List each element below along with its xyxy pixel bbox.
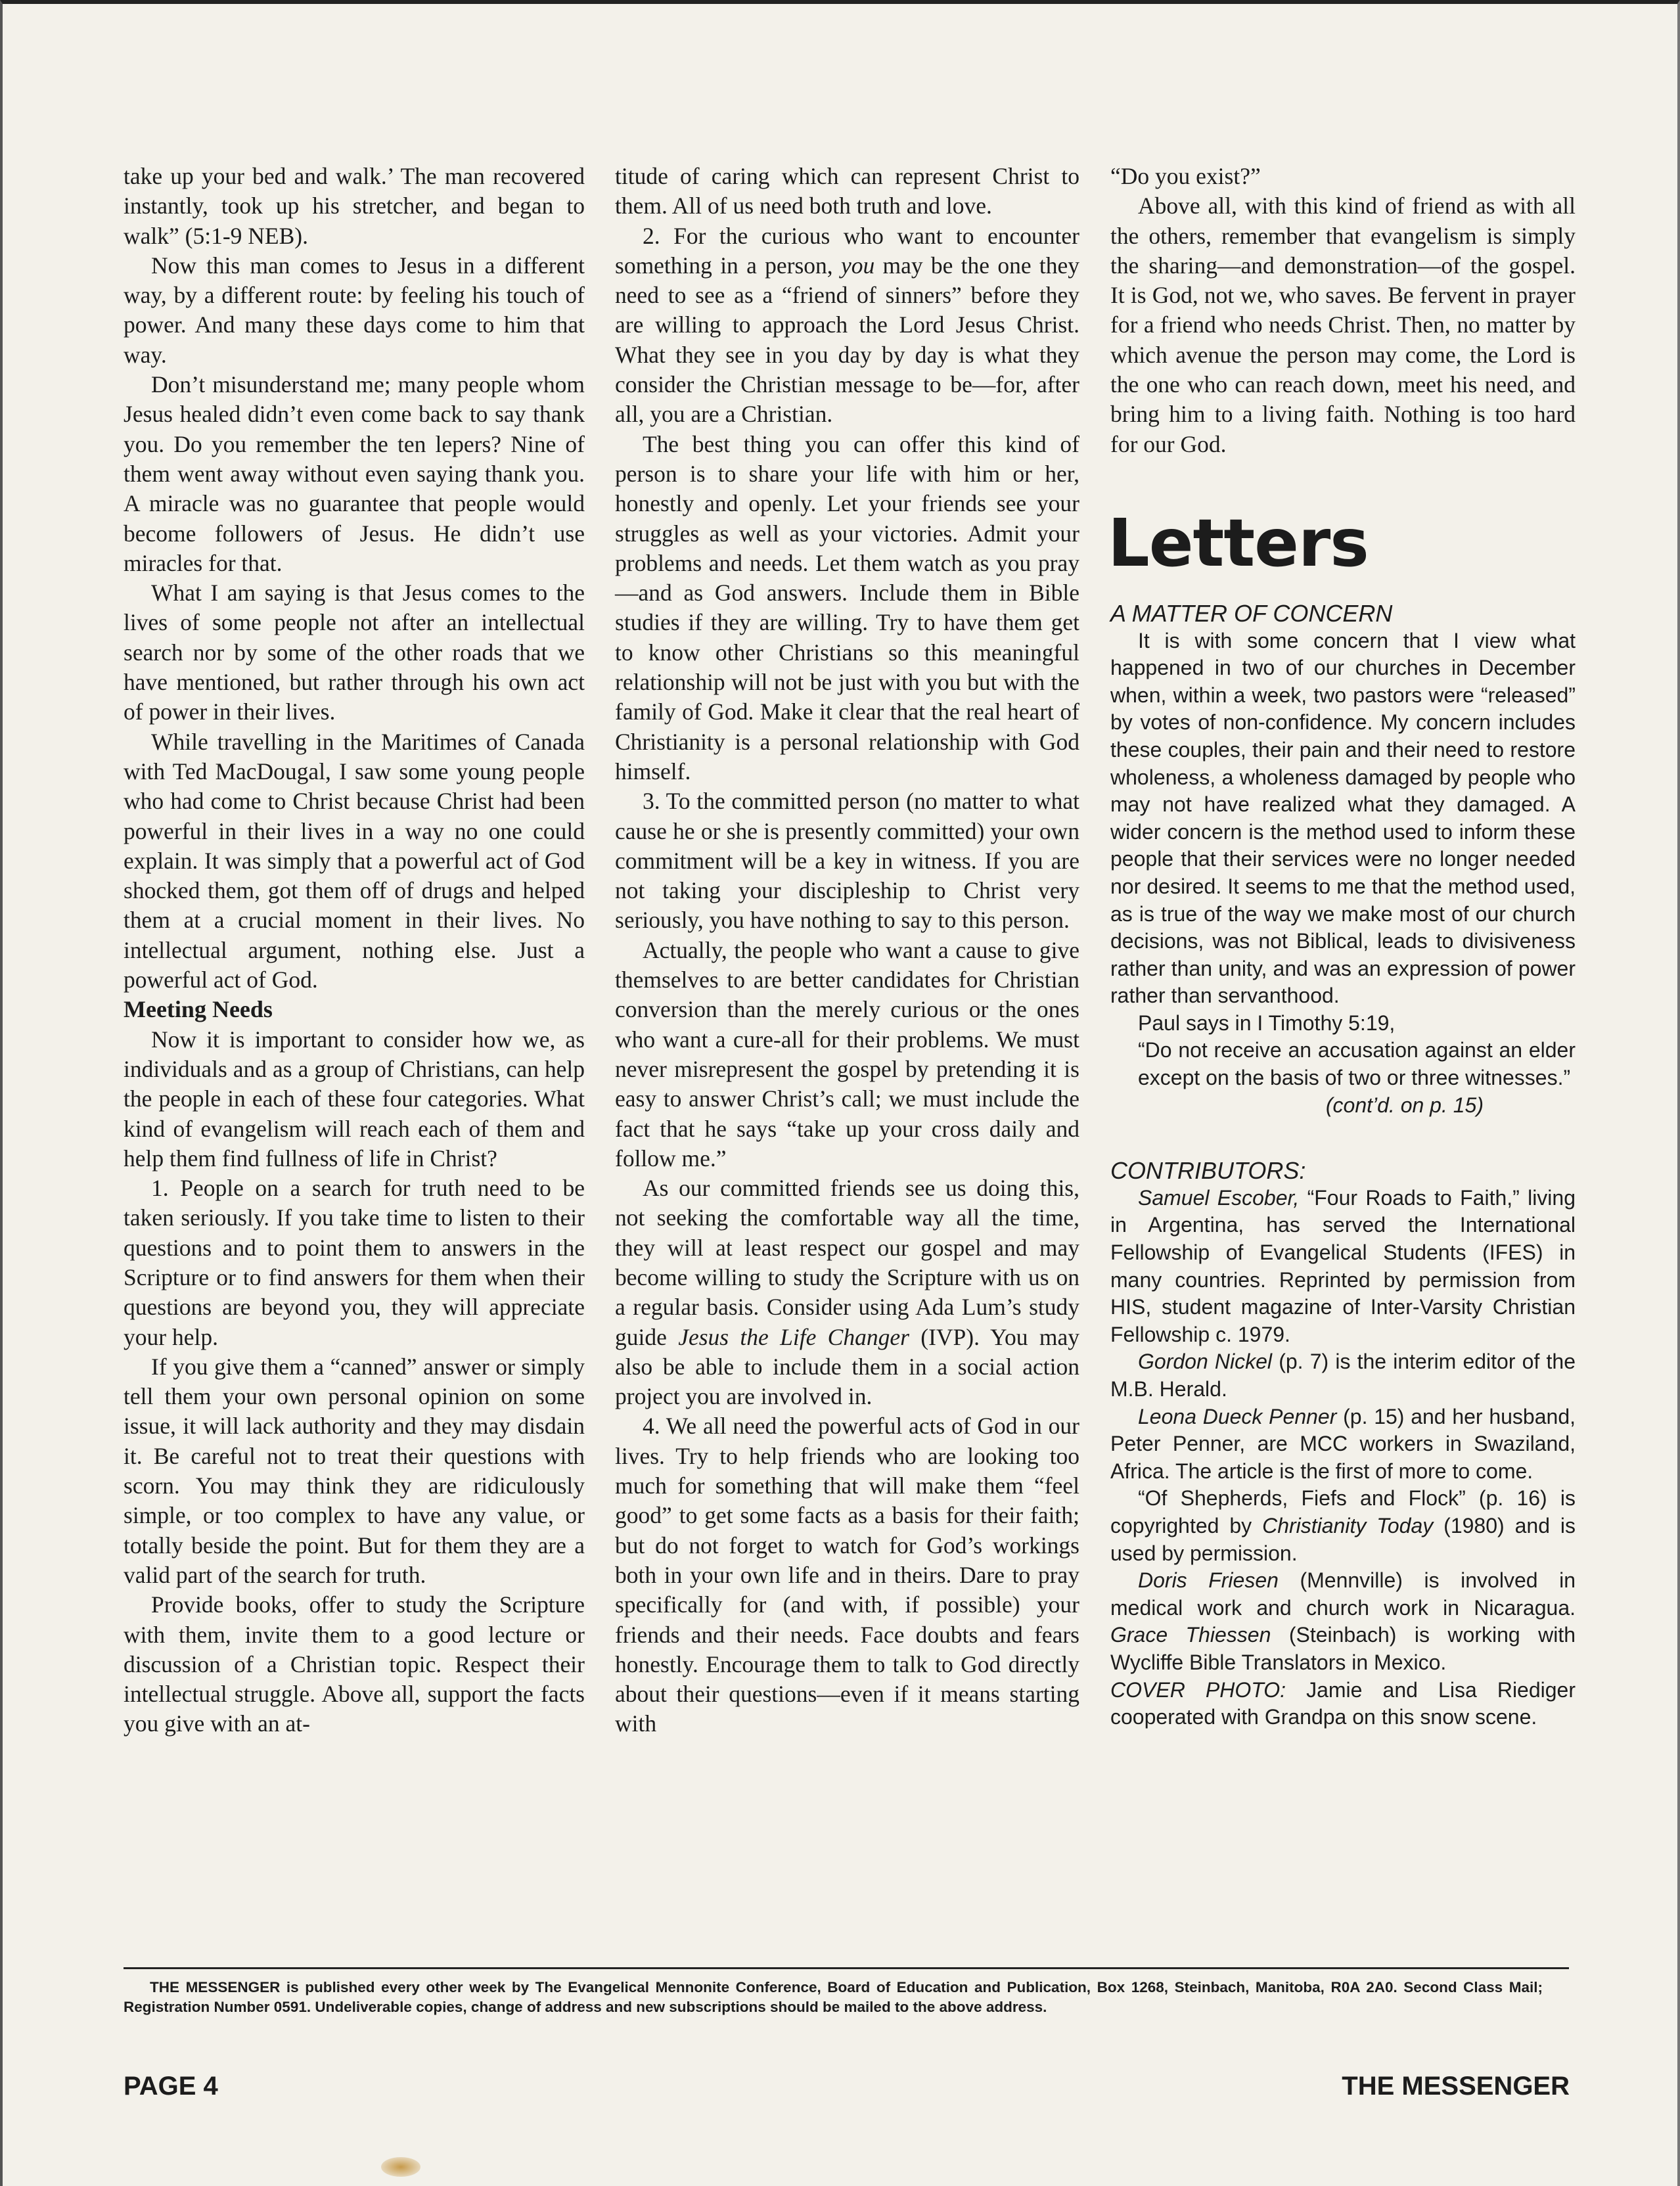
paragraph [615, 1173, 1079, 1411]
paragraph: The best thing you can offer this kind of person is to share your life with him or her, honestly and openly. Let your friends see your struggles as well as your victories. Admit your problems and needs. Let them watch as you pray—and as God answers. Include them in Bible studies if they are willing. Try to have them get to know other Christians so this meaningful relationship will not be just with you but with the family of God. Make it clear that the real heart of Christianity is a personal relationship with God himself. [615, 430, 1079, 785]
notice-text: THE MESSENGER is published every other week by The Evangelical Mennonite Conference, Board of Education and Publication, Box 1268, Steinbach, Manitoba, R0A 2A0. Second Class Mail; Registration Number 0591. Undeliverable copies, change of address and new subscriptions should be mailed to the above address. [124, 1979, 1543, 2015]
contributor-entry [1110, 1567, 1576, 1676]
publication-notice [124, 1978, 1543, 2017]
contributor-entry [1110, 1185, 1576, 1349]
paragraph: titude of caring which can represent Christ to them. All of us need both truth and love. [615, 163, 1079, 219]
contributor-name: Samuel Escober, [1138, 1185, 1300, 1210]
emphasis: you [840, 252, 875, 279]
section-heading: Meeting Needs [124, 996, 273, 1023]
book-title: Jesus the Life Changer [678, 1323, 909, 1350]
text-run: (Mennville) is involved in medical work and church work in Nicaragua. [1110, 1568, 1576, 1620]
continued-note: (cont’d. on p. 15) [1325, 1093, 1484, 1117]
text-run: Jamie and Lisa Riediger cooperated with Grandpa on this snow scene. [1110, 1677, 1576, 1729]
paragraph: Don’t misunderstand me; many people whom Jesus healed didn’t even come back to say thank you. Do you remember the ten lepers? Nine of them went away without even saying thank you. A miracle was no guarantee that people would become followers of Jesus. He didn’t use miracles for that. [124, 371, 585, 576]
paragraph: While travelling in the Maritimes of Canada with Ted MacDougal, I saw some young people who had come to Christ because Christ had been powerful in their lives in a way no one could explain. It was simply that a powerful act of God shocked them, got them off of drugs and helped them at a crucial moment in their lives. No intellectual argument, nothing else. Just a powerful act of God. [124, 728, 585, 993]
text-run: “Of Shepherds, Fiefs and Flock” (p. 16) is copyrighted by [1110, 1486, 1576, 1537]
column-1 [124, 162, 585, 1739]
paragraph: “Do you exist?” [1110, 163, 1261, 189]
letter-section [1110, 600, 1576, 1119]
paragraph: 4. We all need the powerful acts of God in our lives. Try to help friends who are looking too much for something that will make them “feel good” to get some facts as a basis for their faith; but do not forget to watch for God’s workings both in your own life and in theirs. Dare to pray specifically for (and with, if possible) your friends and their needs. Face doubts and fears honestly. Encourage them to talk to God directly about their questions—even if it means starting with [615, 1413, 1079, 1737]
letter-quote: “Do not receive an accusation against an elder except on the basis of two or three witnesses.” [1138, 1038, 1576, 1090]
paragraph: Above all, with this kind of friend as with all the others, remember that evangelism is simply the sharing—and demonstration—of the gospel. It is God, not we, who saves. Be fervent in prayer for a friend who needs Christ. Then, no matter by which avenue the person may come, the Lord is the one who can reach down, meet his need, and bring him to a living faith. Nothing is too hard for our God. [1110, 193, 1576, 457]
text-run: (p. 7) is the interim editor of the M.B. Herald. [1110, 1350, 1576, 1401]
cover-photo-credit [1110, 1677, 1576, 1731]
letter-paragraph: It is with some concern that I view what happened in two of our churches in December when, within a week, two pastors were “released” by votes of non-confidence. My concern includes these couples, their pain and their need to restore wholeness, a wholeness damaged by people who may not have realized what they damaged. A wider concern is the method used to inform these people that their services were no longer needed nor desired. It seems to me that the method used, as is true of the way we make most of our church decisions, was not Biblical, leads to divisiveness rather than unity, and was an expression of power rather than servanthood. [1110, 628, 1576, 1008]
paragraph [615, 221, 1079, 430]
text-run: (Steinbach) is working with Wycliffe Bible Translators in Mexico. [1110, 1623, 1576, 1674]
text-run: (p. 15) and her husband, Peter Penner, are MCC workers in Swaziland, Africa. The article is the first of more to come. [1110, 1404, 1576, 1483]
page-number: PAGE 4 [124, 2072, 218, 2101]
publication-name: Christianity Today [1262, 1513, 1434, 1537]
text-run: (IVP). You may also be able to include them in a social action project you are involved in. [615, 1323, 1079, 1410]
letter-paragraph: Paul says in I Timothy 5:19, [1138, 1011, 1396, 1035]
paragraph: If you give them a “canned” answer or simply tell them your own personal opinion on some issue, it will lack authority and they may disdain it. Be careful not to treat their questions with scorn. You may think they are ridiculously simple, or too complex to have any value, or totally beside the point. But for them they are a valid part of the search for truth. [124, 1353, 585, 1588]
text-run: may be the one they need to see as a “friend of sinners” before they are willing to approach the Lord Jesus Christ. What they see in you day by day is what they consider the Christian message to be—for, after all, you are a Christian. [615, 252, 1079, 428]
text-run: As our committed friends see us doing this, not seeking the comfortable way all the time, they will at least respect our gospel and may become willing to study the Scripture with us on a regular basis. Consider using Ada Lum’s study guide [615, 1175, 1079, 1350]
paragraph: 3. To the committed person (no matter to what cause he or she is presently committed) your own commitment will be a key in witness. If you are not taking your discipleship to Christ very seriously, you have nothing to say to this person. [615, 788, 1079, 934]
paper-smudge [381, 2157, 420, 2177]
text-run: “Four Roads to Faith,” living in Argentina, has served the International Fellowship of Evangelical Students (IFES) in many countries. Reprinted by permission from HIS, student magazine of Inter-Varsity Christian Fellowship c. 1979. [1110, 1185, 1576, 1346]
contributors-section [1110, 1157, 1576, 1731]
contributor-entry [1110, 1403, 1576, 1486]
contributor-name: Doris Friesen [1138, 1568, 1279, 1593]
paragraph: Actually, the people who want a cause to give themselves to are better candidates for Christian conversion than the merely curious or the ones who want a cure-all for their problems. We must never misrepresent the gospel by pretending it is easy to answer Christ’s call; we must include the fact that he says “take up your cross daily and follow me.” [615, 936, 1079, 1172]
column-2 [615, 162, 1079, 1739]
paragraph: 1. People on a search for truth need to be taken seriously. If you take time to listen to their questions and to point them to answers in the Scripture or to find answers for them when their questions are beyond you, they will appreciate your help. [124, 1175, 585, 1350]
paragraph: Now it is important to consider how we, as individuals and as a group of Christians, can help the people in each of these four categories. What kind of evangelism will reach each of them and help them find fullness of life in Christ? [124, 1026, 585, 1172]
text-run: (1980) and is used by permission. [1110, 1513, 1576, 1565]
paragraph: take up your bed and walk.’ The man recovered instantly, took up his stretcher, and began to walk” (5:1-9 NEB). [124, 163, 585, 249]
paragraph: Now this man comes to Jesus in a different way, by a different route: by feeling his touch of power. And many these days come to him that way. [124, 252, 585, 368]
letter-title: A MATTER OF CONCERN [1110, 599, 1393, 627]
paragraph: Provide books, offer to study the Scripture with them, invite them to a good lecture or discussion of a Christian topic. Respect their intellectual struggle. Above all, support the facts you give with an at- [124, 1591, 585, 1737]
cover-photo-label: COVER PHOTO: [1110, 1677, 1286, 1702]
footer-rule [124, 1967, 1569, 1969]
text-run: 2. For the curious who want to encounter something in a person, [615, 222, 1079, 279]
letters-heading: Letters [1108, 504, 1369, 581]
contributor-name: Gordon Nickel [1138, 1350, 1273, 1374]
contributor-entry [1110, 1348, 1576, 1403]
contributor-entry [1110, 1485, 1576, 1567]
paragraph: What I am saying is that Jesus comes to the lives of some people not after an intellectual search nor by some of the other roads that we have mentioned, but rather through his own act of power in their lives. [124, 580, 585, 725]
column-3 [1110, 162, 1576, 1731]
contributor-name: Leona Dueck Penner [1138, 1404, 1337, 1428]
magazine-name: THE MESSENGER [1342, 2072, 1570, 2101]
contributors-heading: CONTRIBUTORS: [1110, 1157, 1306, 1185]
contributor-name: Grace Thiessen [1110, 1623, 1271, 1647]
